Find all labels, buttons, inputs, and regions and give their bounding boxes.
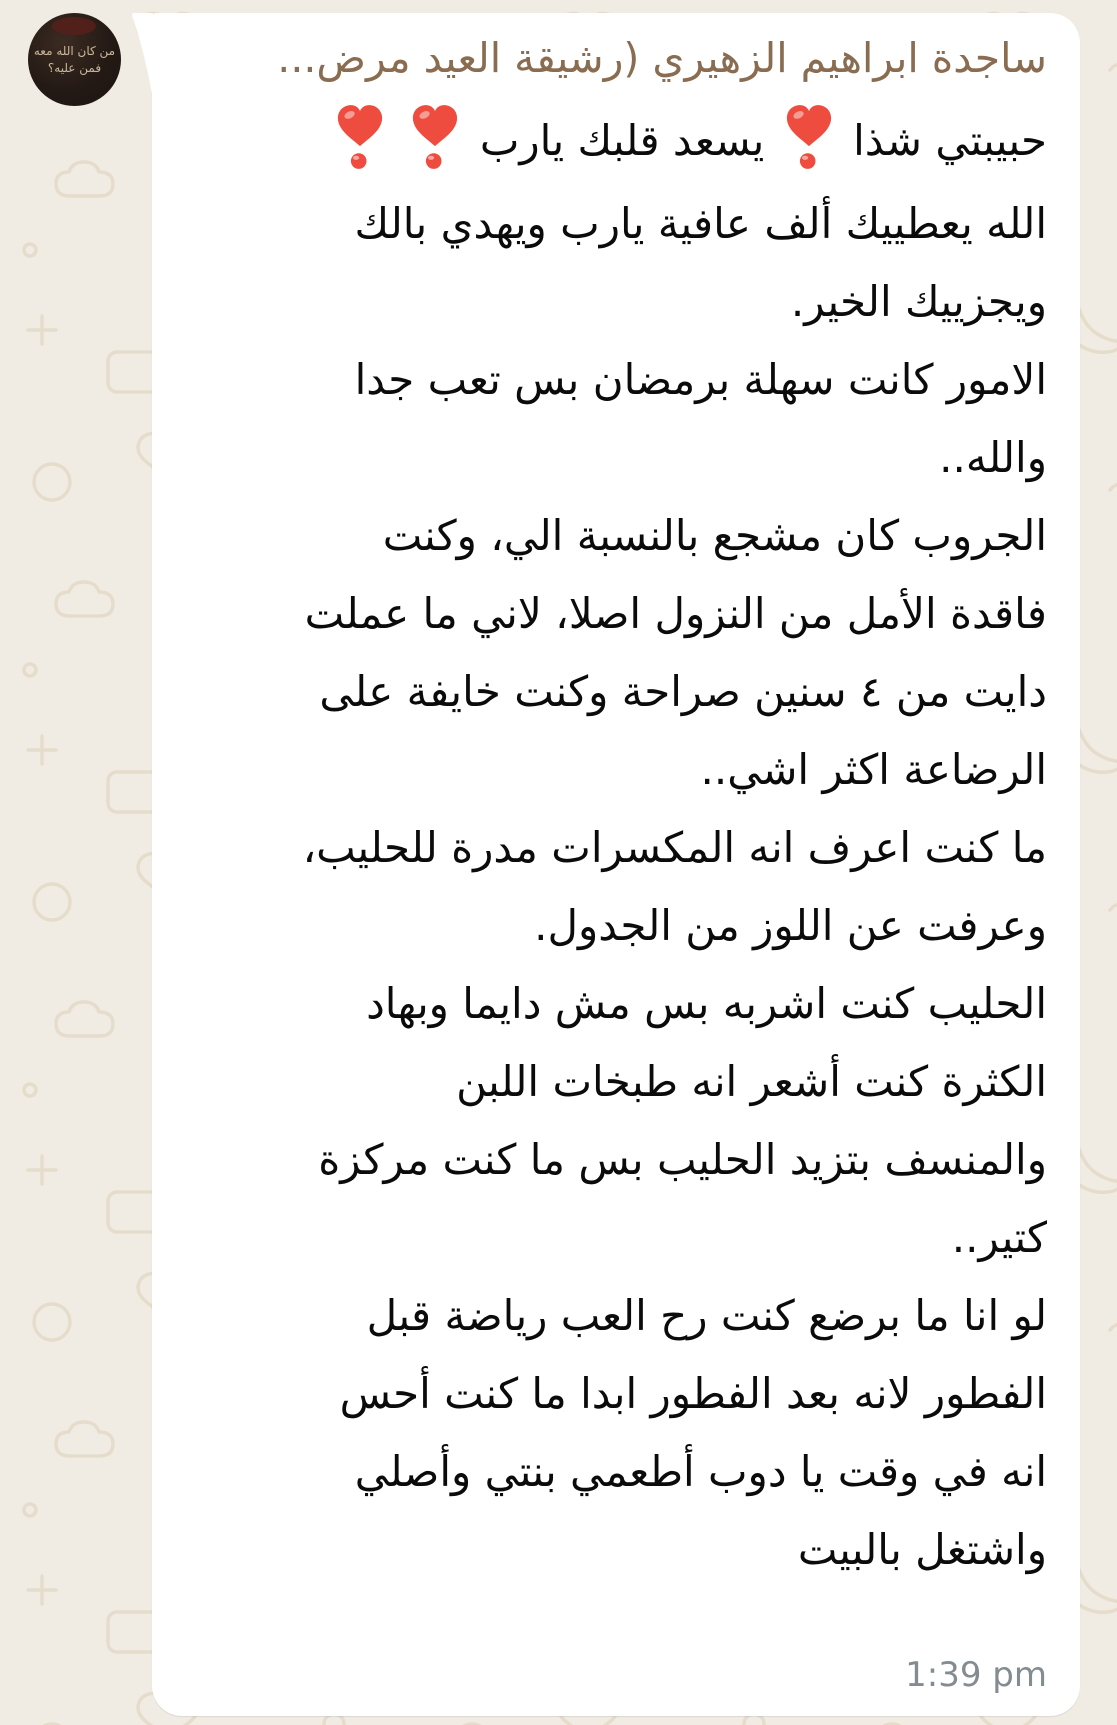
message-line: لو انا ما برضع كنت رح العب رياضة قبل: [366, 1291, 1047, 1340]
avatar-decoration: [52, 17, 96, 35]
message-line-greeting: [185, 97, 1047, 185]
incoming-message-bubble[interactable]: [152, 13, 1080, 1716]
heart-exclamation-icon: [334, 103, 386, 171]
message-line: الامور كانت سهلة برمضان بس تعب جدا: [354, 355, 1047, 404]
heart-exclamation-icon: [409, 103, 461, 171]
message-line: انه في وقت يا دوب أطعمي بنتي وأصلي: [354, 1447, 1047, 1496]
message-line: الجروب كان مشجع بالنسبة الي، وكنت: [382, 511, 1047, 560]
sender-name[interactable]: ساجدة ابراهيم الزهيري (رشيقة العيد مرض...: [277, 34, 1047, 82]
greeting-text-part1: حبيبتي شذا: [853, 116, 1047, 165]
bubble-tail: [131, 13, 153, 103]
message-timestamp: 1:39 pm: [905, 1655, 1047, 1695]
message-line: واشتغل بالبيت: [797, 1525, 1047, 1574]
message-line: ما كنت اعرف انه المكسرات مدرة للحليب،: [302, 823, 1047, 872]
avatar-text-line2: فمن عليه؟: [47, 60, 102, 75]
avatar-text-line1: من كان الله معه: [33, 43, 116, 58]
message-line: الله يعطييك ألف عافية يارب ويهدي بالك: [354, 199, 1047, 248]
sender-avatar[interactable]: [28, 13, 121, 106]
greeting-text-part2: يسعد قلبك يارب: [479, 116, 765, 165]
message-line: وعرفت عن اللوز من الجدول.: [534, 901, 1047, 950]
message-line: كتير..: [951, 1213, 1047, 1262]
heart-exclamation-icon: [783, 103, 835, 171]
message-line: الفطور لانه بعد الفطور ابدا ما كنت أحس: [339, 1369, 1047, 1418]
message-line: الكثرة كنت أشعر انه طبخات اللبن: [456, 1057, 1047, 1106]
message-line: والله..: [939, 433, 1047, 482]
message-line: الرضاعة اكثر اشي..: [700, 745, 1047, 794]
message-line: الحليب كنت اشربه بس مش دايما وبهاد: [366, 979, 1047, 1028]
message-line: دايت من ٤ سنين صراحة وكنت خايفة على: [319, 667, 1047, 716]
message-line: فاقدة الأمل من النزول اصلا، لاني ما عملت: [304, 589, 1047, 638]
message-line: والمنسف بتزيد الحليب بس ما كنت مركزة: [318, 1135, 1047, 1184]
message-line: ويجزييك الخير.: [790, 277, 1047, 326]
